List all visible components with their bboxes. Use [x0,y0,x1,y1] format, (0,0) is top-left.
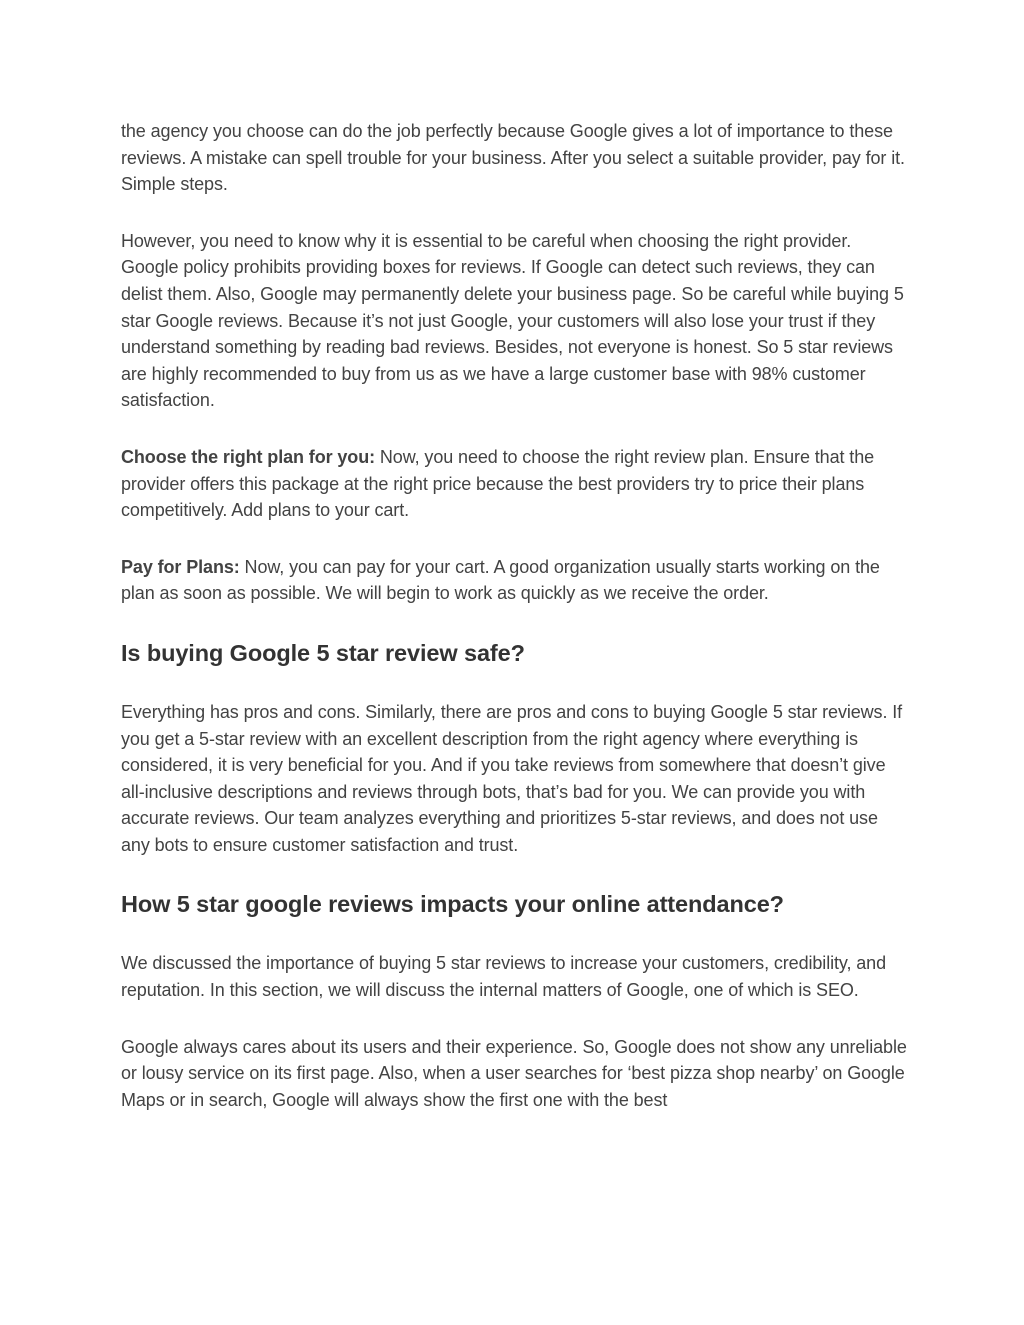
document-page [121,118,911,1113]
heading-buying-safe: Is buying Google 5 star review safe? [121,639,525,666]
pay-plans-lead: Pay for Plans: [121,556,240,577]
paragraph-google-users: Google always cares about its users and their experience. So, Google does not show any unreliable or lousy service on its first page. Also, when a user searches for ‘best pizza shop nearby’ on Google Maps or in search, Google will always show the first one with the best [121,1036,907,1110]
paragraph-agency: the agency you choose can do the job perfectly because Google gives a lot of importance to these reviews. A mistake can spell trouble for your business. After you select a suitable provider, pay for it. Simple steps. [121,121,905,195]
paragraph-choose-plan [121,444,911,524]
choose-plan-body: Now, you need to choose the right review plan. Ensure that the provider offers this package at the right price because the best providers try to price their plans competitively. Add plans to your cart. [121,446,875,521]
paragraph-careful-provider: However, you need to know why it is essential to be careful when choosing the right provider. Google policy prohibits providing boxes for reviews. If Google can detect such reviews, they can delist them. Also, Google may permanently delete your business page. So be careful while buying 5 star Google reviews. Because it’s not just Google, your customers will also lose your trust if they understand something by reading bad reviews. Besides, not everyone is honest. So 5 star reviews are highly recommended to buy from us as we have a large customer base with 98% customer satisfaction. [121,230,904,411]
pay-plans-body: Now, you can pay for your cart. A good organization usually starts working on the plan as soon as possible. We will begin to work as quickly as we receive the order. [121,556,880,604]
paragraph-pay-plans [121,554,911,607]
heading-online-attendance: How 5 star google reviews impacts your online attendance? [121,891,784,918]
paragraph-pros-cons: Everything has pros and cons. Similarly, there are pros and cons to buying Google 5 star reviews. If you get a 5-star review with an excellent description from the right agency where everything is considered, it is very beneficial for you. And if you take reviews from somewhere that doesn’t give all-inclusive descriptions and reviews through bots, that’s bad for you. We can provide you with accurate reviews. Our team analyzes everything and prioritizes 5-star reviews, and does not use any bots to ensure customer satisfaction and trust. [121,701,903,855]
paragraph-importance-seo: We discussed the importance of buying 5 star reviews to increase your customers, credibility, and reputation. In this section, we will discuss the internal matters of Google, one of which is SEO. [121,953,886,1001]
choose-plan-lead: Choose the right plan for you: [121,446,375,467]
